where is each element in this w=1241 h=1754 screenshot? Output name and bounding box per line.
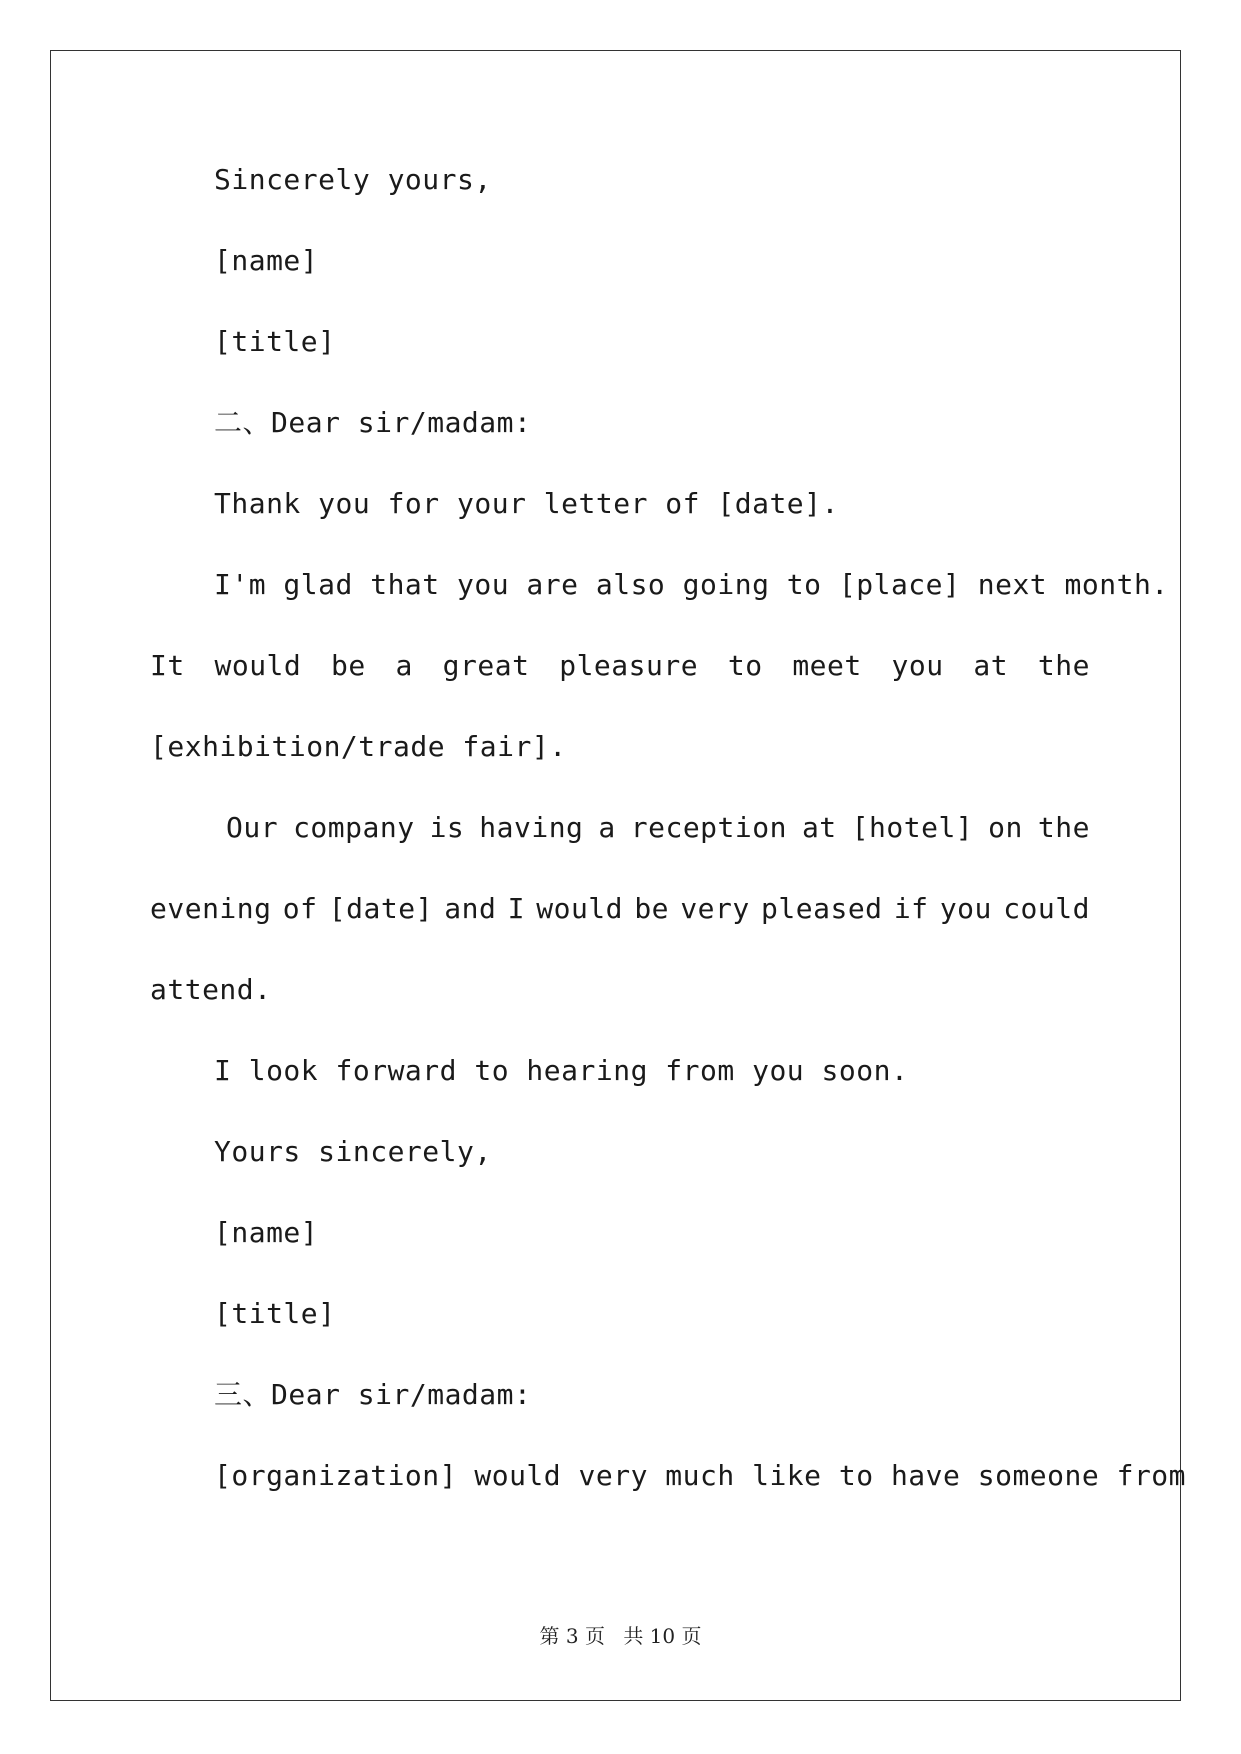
word: great	[442, 649, 530, 682]
word: having	[479, 811, 584, 844]
title-placeholder: [title]	[214, 325, 336, 358]
closing-line: Sincerely yours,	[214, 163, 492, 196]
paragraph-line: Thank you for your letter of [date].	[214, 487, 839, 520]
word: and	[444, 892, 497, 925]
word: if	[893, 892, 929, 925]
word: reception	[630, 811, 787, 844]
word: [date]	[328, 892, 433, 925]
section-two-salutation: 二、Dear sir/madam:	[214, 406, 532, 439]
word: is	[429, 811, 465, 844]
word: be	[634, 892, 670, 925]
word: would	[214, 649, 302, 682]
word: would	[536, 892, 624, 925]
word: at	[973, 649, 1009, 682]
paragraph-line: attend.	[150, 973, 272, 1006]
name-placeholder: [name]	[214, 1216, 319, 1249]
justified-paragraph-line	[150, 889, 1090, 929]
paragraph-line: [organization] would very much like to have someone from	[214, 1459, 1187, 1492]
word: meet	[792, 649, 862, 682]
word: a	[598, 811, 616, 844]
word: Our	[226, 811, 279, 844]
word: of	[282, 892, 318, 925]
closing-line: Yours sincerely,	[214, 1135, 492, 1168]
word: I	[507, 892, 525, 925]
page-total: 共 10 页	[623, 1624, 702, 1648]
word: [hotel]	[851, 811, 974, 844]
name-placeholder: [name]	[214, 244, 319, 277]
page-number: 第 3 页	[539, 1624, 605, 1648]
title-placeholder: [title]	[214, 1297, 336, 1330]
word: could	[1003, 892, 1090, 925]
word: pleased	[761, 892, 883, 925]
word: you	[891, 649, 944, 682]
page-footer	[0, 1620, 1241, 1649]
word: be	[331, 649, 366, 682]
word: company	[293, 811, 415, 844]
justified-paragraph-line	[150, 646, 1090, 686]
paragraph-line: I'm glad that you are also going to [place] next month.	[214, 568, 1169, 601]
word: on	[988, 811, 1023, 844]
word: the	[1037, 811, 1090, 844]
paragraph-line: [exhibition/trade fair].	[150, 730, 567, 763]
word: you	[939, 892, 992, 925]
word: very	[680, 892, 750, 925]
word: the	[1037, 649, 1090, 682]
word: It	[150, 649, 185, 682]
word: evening	[150, 892, 272, 925]
word: pleasure	[559, 649, 699, 682]
paragraph-line: I look forward to hearing from you soon.	[214, 1054, 909, 1087]
word: to	[727, 649, 763, 682]
document-body	[150, 160, 1187, 1537]
word: a	[395, 649, 413, 682]
section-three-salutation: 三、Dear sir/madam:	[214, 1378, 532, 1411]
word: at	[801, 811, 837, 844]
justified-paragraph-line	[150, 808, 1090, 848]
